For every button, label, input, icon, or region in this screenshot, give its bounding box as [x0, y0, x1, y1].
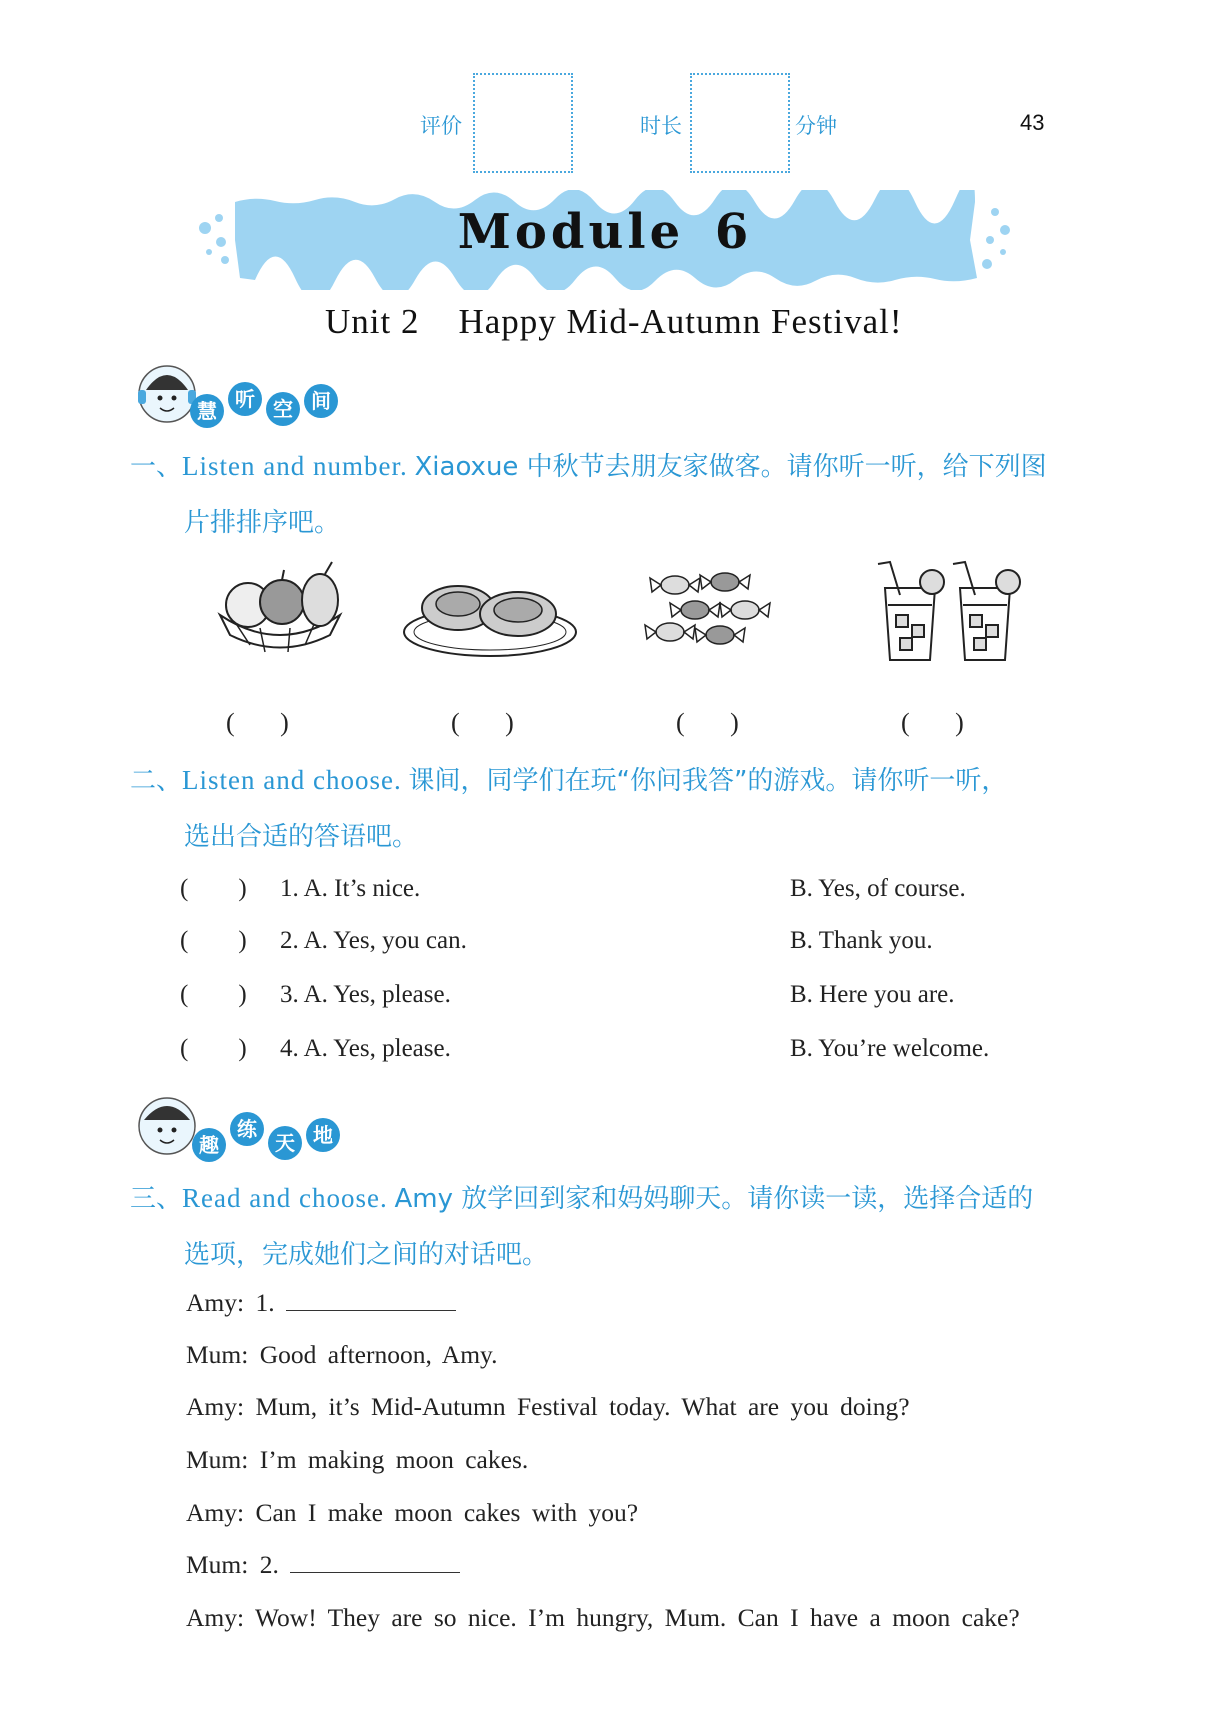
badge-char: 练: [230, 1112, 264, 1146]
module-banner: [195, 190, 1015, 290]
part2-instruction: [130, 752, 1110, 865]
duration-label: 时长: [640, 114, 682, 138]
duration-box[interactable]: [690, 73, 790, 173]
option-a: 1. A. It’s nice.: [280, 875, 421, 902]
part2-question-list: [180, 875, 1080, 1089]
option-a: 3. A. Yes, please.: [280, 981, 451, 1008]
candies-icon: [640, 560, 780, 650]
dialogue-line: Amy: Mum, it’s Mid-Autumn Festival today. What are you doing?: [186, 1392, 910, 1421]
rating-box[interactable]: [473, 73, 573, 173]
badge-char: 天: [268, 1126, 302, 1160]
answer-paren[interactable]: ( ): [180, 927, 247, 954]
dialogue-line: Amy: Can I make moon cakes with you?: [186, 1498, 639, 1527]
part1-instruction: [130, 438, 1110, 551]
part3-english: Read and choose.: [182, 1183, 388, 1213]
module-title: Module 6: [457, 204, 753, 260]
answer-blank-2[interactable]: ( ): [451, 708, 514, 737]
option-b: B. Thank you.: [790, 927, 933, 954]
section-title-practice: [192, 1108, 362, 1168]
part3-text-line1: Amy 放学回到家和妈妈聊天。请你读一读，选择合适的: [394, 1184, 1034, 1214]
part3-text-line2: 选项，完成她们之间的对话吧。: [184, 1240, 549, 1270]
fruit-basket-icon: [210, 560, 350, 660]
option-a: 2. A. Yes, you can.: [280, 927, 467, 954]
option-b: B. Here you are.: [790, 981, 955, 1008]
juice-glasses-icon: [870, 560, 1030, 665]
dialogue-line: Amy: Wow! They are so nice. I’m hungry, Mum. Can I have a moon cake?: [186, 1603, 1020, 1632]
part1-text-line2: 片排排序吧。: [184, 508, 341, 538]
badge-char: 间: [304, 384, 338, 418]
option-b: B. You’re welcome.: [790, 1035, 990, 1062]
part2-text-line2: 选出合适的答语吧。: [184, 822, 419, 852]
dialogue-line: Mum: I’m making moon cakes.: [186, 1445, 529, 1474]
badge-char: 趣: [192, 1128, 226, 1162]
answer-paren[interactable]: ( ): [180, 875, 247, 902]
question-row: [180, 875, 1080, 927]
dialogue: [186, 1288, 1136, 1655]
part2-english: Listen and choose.: [182, 765, 402, 795]
badge-char: 慧: [190, 394, 224, 428]
part3-number: 三、: [130, 1184, 183, 1214]
badge-char: 空: [266, 392, 300, 426]
answer-blank-4[interactable]: ( ): [901, 708, 964, 737]
answer-paren[interactable]: ( ): [180, 981, 247, 1008]
answer-blank-3[interactable]: ( ): [676, 708, 739, 737]
part2-number: 二、: [130, 766, 183, 796]
dialogue-text: Amy: 1.: [186, 1288, 286, 1317]
dialogue-line: Mum: Good afternoon, Amy.: [186, 1340, 498, 1369]
answer-blank[interactable]: [290, 1554, 460, 1573]
option-b: B. Yes, of course.: [790, 875, 966, 902]
part2-text-line1: 课间，同学们在玩“你问我答”的游戏。请你听一听，: [408, 766, 1008, 796]
badge-char: 地: [306, 1118, 340, 1152]
dialogue-line: [186, 1288, 1136, 1340]
part1-english: Listen and number.: [182, 451, 408, 481]
moon-cakes-icon: [400, 570, 580, 660]
page-number: 43: [1020, 110, 1045, 135]
answer-blank-1[interactable]: ( ): [226, 708, 289, 737]
option-a: 4. A. Yes, please.: [280, 1035, 451, 1062]
minutes-label: 分钟: [795, 114, 837, 138]
part1-text-line1: Xiaoxue 中秋节去朋友家做客。请你听一听，给下列图: [414, 452, 1047, 482]
question-row: [180, 981, 1080, 1035]
dialogue-line: [186, 1550, 1136, 1603]
question-row: [180, 1035, 1080, 1089]
dialogue-text: Mum: 2.: [186, 1550, 291, 1579]
answer-paren[interactable]: ( ): [180, 1035, 247, 1062]
answer-blank[interactable]: [286, 1292, 456, 1311]
badge-char: 听: [228, 382, 262, 416]
question-row: [180, 927, 1080, 981]
rating-label: 评价: [420, 114, 462, 138]
part1-number: 一、: [130, 452, 183, 482]
part3-instruction: [130, 1170, 1110, 1283]
unit-title: Unit 2 Happy Mid-Autumn Festival!: [325, 302, 903, 341]
